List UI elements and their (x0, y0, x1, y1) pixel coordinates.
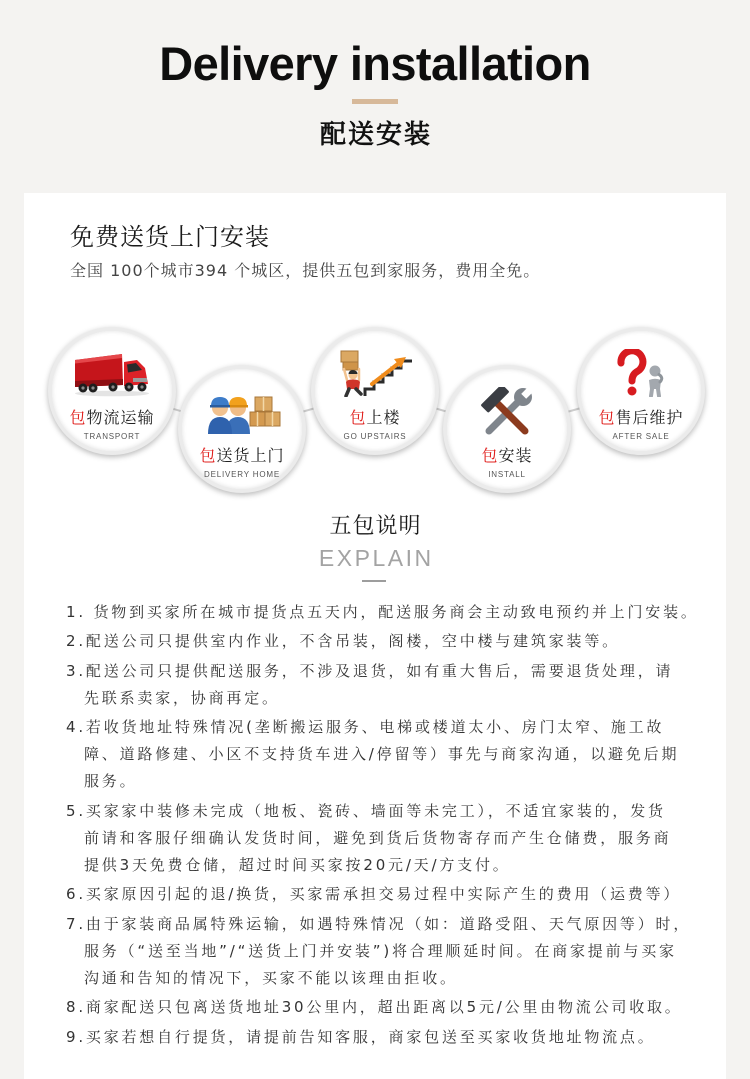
list-item (66, 798, 716, 879)
list-item (66, 714, 716, 795)
stairs-arrow-shaft (372, 363, 399, 384)
service-english-label: GO UPSTAIRS (343, 432, 407, 441)
list-item (66, 628, 716, 655)
list-item-line: 服务。 (84, 772, 138, 790)
service-english-label: AFTER SALE (612, 432, 670, 441)
service-circle-install (443, 365, 571, 493)
service-label-prefix: 包 (598, 408, 616, 427)
list-item-line: 8.商家配送只包离送货地址30公里内，超出距离以5元/公里由物流公司收取。 (66, 998, 683, 1016)
explain-english-heading: EXPLAIN (318, 545, 434, 571)
truck-shadow (75, 391, 149, 397)
workers-graphic (202, 387, 282, 435)
service-label-prefix: 包 (481, 446, 499, 465)
explain-list (66, 599, 716, 1054)
service-circle-transport (48, 327, 176, 455)
list-item-line: 7.由于家装商品属特殊运输，如遇特殊情况（如：道路受阻、天气原因等）时， (66, 914, 692, 933)
worker-left-body (208, 417, 232, 434)
stairs-graphic (335, 349, 415, 397)
truck-bumper (133, 378, 147, 382)
intro-heading: 免费送货上门安装 (70, 223, 270, 251)
service-label-prefix: 包 (349, 408, 367, 427)
service-label (447, 446, 567, 466)
list-item (66, 658, 716, 712)
title-accent-bar (352, 99, 398, 104)
explain-divider (362, 580, 386, 582)
truck-icon (72, 349, 152, 397)
page-title: Delivery installation (159, 37, 591, 90)
list-item (66, 994, 716, 1021)
question-graphic (601, 349, 681, 397)
explain-heading: 五包说明 (329, 514, 422, 539)
service-label-text: 售后维护 (615, 408, 684, 427)
staircase (365, 361, 412, 396)
tools-icon (467, 387, 547, 435)
list-item-line: 4.若收货地址特殊情况(垄断搬运服务、电梯或楼道太小、房门太窄、施工故 (66, 718, 665, 736)
question-mark-dot (628, 387, 637, 396)
figure-legs (651, 389, 659, 396)
carried-box-bottom (343, 362, 358, 370)
worker-right-helmet-brim (228, 405, 248, 408)
list-item-line: 沟通和告知的情况下，买家不能以该理由拒收。 (84, 968, 458, 987)
list-item (66, 911, 716, 992)
service-english-label: TRANSPORT (83, 432, 141, 441)
list-item-line: 先联系卖家，协商再定。 (84, 688, 280, 707)
worker-right-helmet (229, 397, 247, 406)
worker-left-helmet-brim (210, 405, 230, 408)
stairs-icon (335, 349, 415, 397)
list-item (66, 1024, 716, 1051)
service-label (581, 408, 701, 428)
list-item (66, 881, 716, 908)
list-item-line: 2.配送公司只提供室内作业，不含吊装，阁楼，空中楼与建筑家装等。 (66, 632, 620, 650)
list-item-line: 5.买家家中装修未完成（地板、瓷砖、墙面等未完工），不适宜家装的，发货 (66, 801, 666, 820)
question-icon (601, 349, 681, 397)
page-subtitle: 配送安装 (319, 120, 432, 150)
list-item-line: 服务（“送至当地”/“送货上门并安装”)将合理顺延时间。在商家提前与买家 (84, 941, 677, 960)
service-circle-go-upstairs (311, 327, 439, 455)
service-label (52, 408, 172, 428)
workers-icon (202, 387, 282, 435)
service-label-text: 上楼 (366, 408, 401, 427)
service-label-text: 送货上门 (216, 446, 285, 465)
list-item-line: 9.买家若想自行提货，请提前告知客服，商家包送至买家收货地址物流点。 (66, 1027, 656, 1046)
list-item-line: 6.买家原因引起的退/换货，买家需承担交易过程中实际产生的费用（运费等） (66, 885, 682, 903)
service-english-label: DELIVERY HOME (204, 470, 280, 479)
question-mark-hook (621, 351, 643, 381)
list-item-line: 提供3天免费仓储，超过时间买家按20元/天/方支付。 (84, 855, 511, 874)
service-label-text: 物流运输 (86, 408, 155, 427)
service-label-text: 安装 (498, 446, 533, 465)
figure-arm (659, 375, 662, 383)
list-item-line: 3.配送公司只提供配送服务，不涉及退货，如有重大售后，需要退货处理，请 (66, 661, 674, 680)
service-label (315, 408, 435, 428)
list-item-line: 1. 货物到买家所在城市提货点五天内，配送服务商会主动致电预约并上门安装。 (66, 602, 699, 621)
list-item-line: 前请和客服仔细确认发货时间，避免到货后货物寄存而产生仓储费，服务商 (84, 828, 672, 847)
worker-left-helmet (211, 397, 229, 406)
content-card (24, 193, 726, 1079)
service-label (182, 446, 302, 466)
service-label-prefix: 包 (69, 408, 87, 427)
list-item-line: 障、道路修建、小区不支持货车进入/停留等）事先与商家沟通，以避免后期 (84, 745, 680, 763)
intro-description: 全国 100个城市394 个城区，提供五包到家服务，费用全免。 (70, 261, 541, 280)
person-legs (346, 389, 361, 396)
service-label-prefix: 包 (199, 446, 217, 465)
tools-graphic (467, 387, 547, 435)
service-english-label: INSTALL (488, 470, 526, 479)
service-circle-after-sale (577, 327, 705, 455)
person-hair (349, 370, 358, 374)
list-item (66, 599, 716, 626)
truck-graphic (72, 349, 152, 397)
carried-box-top (341, 351, 358, 362)
service-circle-delivery-home (178, 365, 306, 493)
